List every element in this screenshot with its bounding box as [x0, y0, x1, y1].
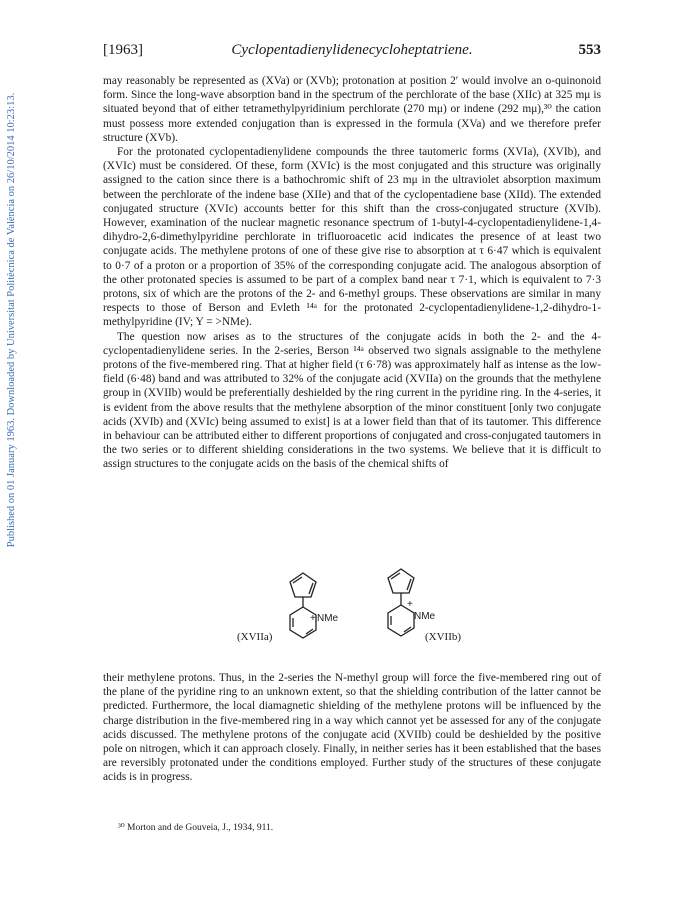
nme-label-a: NMe	[317, 613, 339, 624]
paragraph: may reasonably be represented as (XVa) or (XVb); protonation at position 2′ would involve an o-quinonoid form. Since the long-wave absorption band in the spectrum of the perchlorate of the base (XIIc) at 325 mμ is situated beyond that of either tetramethylpyridinium perchlorate (270 mμ) or indene (292 mμ),³⁰ the cation must possess more extended conjugation than is expressed in the formula (XVa) and we therefore prefer structure (XVb).	[103, 75, 601, 144]
download-watermark-text: Published on 01 January 1963. Downloaded by Universitat Politècnica de València on 26/10/2014 10:23:13.	[6, 92, 17, 548]
paragraph: For the protonated cyclopentadienylidene compounds the three tautomeric forms (XVIa), (XVIb), and (XVIc) must be considered. Of these, form (XVIc) is the most conjugated and this structure was originally assigned to the cation since there is a bathochromic shift of 23 mμ in the ultraviolet absorption maximum between the perchlorate of the indene base (XIIe) and that of the cyclopentadiene base (XIId). The extended conjugated structure (XVIc) accounts better for this shift than the cross-conjugated structure (XVIb). However, examination of the nuclear magnetic resonance spectrum of 1-butyl-4-cyclopentadienylidene-1,4-dihydro-2,6-dimethylpyridine perchlorate in trifluoroacetic acid indicates the presence of at least two conjugate acids. The methylene protons of one of these give rise to absorption at τ 6·47 which is equivalent to 0·7 of a proton or a proportion of 35% of the corresponding conjugate acid. The analogous absorption of the other protonated species is assumed to be part of a complex band near τ 7·1, which is equivalent to 7·3 protons, six of which are the protons of the 2- and 6-methyl groups. These observations are similar in many respects to those of Berson and Evleth ¹⁴ᵃ for the protonated 2-cyclopentadienylidene-1,2-dihydro-1-methylpyridine (IV; Y = >NMe).	[103, 146, 601, 329]
paragraph: The question now arises as to the structures of the conjugate acids in both the 2- and the 4-cyclopentadienylidene series. In the 2-series, Berson ¹⁴ᵃ observed two signals assignable to the methylene protons of the five-membered ring. That at higher field (τ 6·78) was approximately half as intense as the low-field (6·48) band and was attributed to 32% of the conjugate acid (XVIIa) on the grounds that the methylene group in (XVIIb) would be preferentially deshielded by the ring current in the pyridine ring. In the 4-series, it is evident from the above results that the methylene absorption of the minor constituent [only two conjugate acids (XVIb) and (XVIc) being assumed to exist] is at a lower field than that of its tautomer. This difference in behaviour can be attributed either to different proportions of conjugated and cross-conjugated tautomers in the two series or to different shielding considerations in the two systems. We believe that it is difficult to assign structures to the conjugate acids on the basis of the chemical shifts of	[103, 330, 601, 471]
structure-xviia	[290, 573, 316, 638]
body-text-lower	[103, 671, 601, 785]
header-title: Cyclopentadienylidenecycloheptatriene.	[231, 42, 473, 58]
body-text-upper	[103, 74, 601, 472]
structure-label-xviia: (XVIIa)	[237, 631, 273, 643]
paragraph: their methylene protons. Thus, in the 2-series the N-methyl group will force the five-membered ring out of the plane of the pyridine ring to an unknown extent, so that the shielding contribution of the latter cannot be predicted. Furthermore, the local diamagnetic shielding of the methylene protons will be influenced by the charge distribution in the five-membered ring in a way which cannot yet be assessed for any of the conjugate acids discussed. The methylene protons of the conjugate acid (XVIIb) could be deshielded by the positive pole on nitrogen, which it can approach closely. Finally, in neither series has it been established that the bases are reversibly protonated under the conditions employed. Further study of the structures of these conjugate acids is in progress.	[103, 672, 601, 784]
nme-label-b: NMe	[414, 611, 436, 622]
structure-label-xviib: (XVIIb)	[425, 631, 462, 643]
running-header	[103, 42, 601, 62]
plus-charge-b: +	[407, 599, 413, 610]
footnote: ³⁰ Morton and de Gouveia, J., 1934, 911.	[118, 823, 274, 833]
page-number: 553	[578, 42, 601, 58]
download-watermark	[6, 60, 18, 580]
header-year: [1963]	[103, 42, 143, 58]
chemical-structures-svg	[103, 555, 601, 665]
plus-charge-a: +	[310, 613, 316, 624]
structure-figure	[103, 555, 601, 665]
